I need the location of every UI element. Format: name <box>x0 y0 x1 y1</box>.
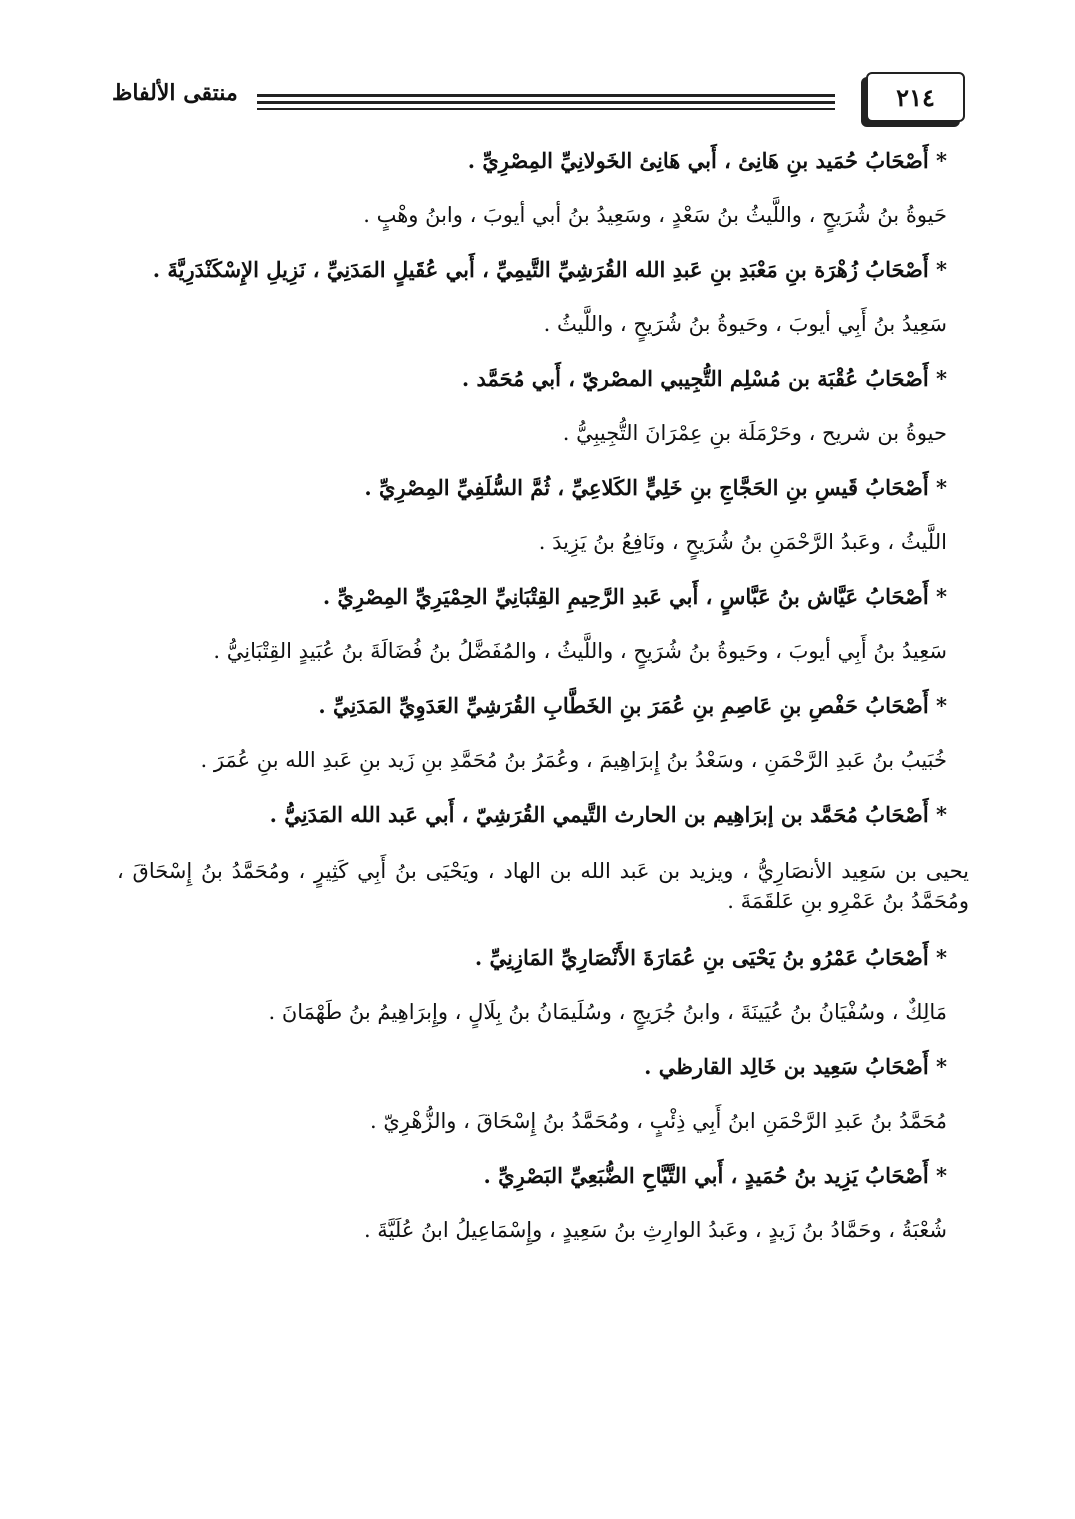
header-rule-thin <box>257 108 835 110</box>
entry-heading: * أَصْحَابُ زُهْرَة بنِ مَعْبَدِ بنِ عَبدِ الله القُرَشِيِّ التَّيمِيِّ ، أَبي عُقَيلٍ المَدَنِيِّ ، نَزِيلِ الإِسْكَنْدَرِيَّةَ . <box>152 257 947 282</box>
entry-names: يحيى بن سَعِيد الأنصَارِيُّ ، ويزيد بن عَبد الله بن الهاد ، ويَحْيَى بنُ أَبِي كَثِيرٍ ، ومُحَمَّدُ بنُ إِسْحَاقَ ، ومُحَمَّدُ بنُ عَمْرِو بنِ عَلقَمَةَ . <box>117 859 969 913</box>
entry-names: شُعْبَةُ ، وحَمَّادُ بنُ زَيدٍ ، وعَبدُ الوارِثِ بنُ سَعِيدٍ ، وإِسْمَاعِيلُ ابنُ عُلَيَّةَ . <box>363 1218 947 1242</box>
entry-heading: * أَصْحَابُ حَفْصِ بنِ عَاصِمِ بنِ عُمَرَ بنِ الخَطَّابِ القُرَشِيِّ العَدَوِيِّ المَدَنِيِّ . <box>318 693 947 718</box>
entry-names: سَعِيدُ بنُ أَبِي أيوبَ ، وحَيوةُ بنُ شُرَيحٍ ، واللَّيثُ ، والمُفَضَّلُ بنُ فُضَالَةَ بنُ عُبَيدٍ القِتْبَانِيُّ . <box>213 639 947 663</box>
entry-heading: * أَصْحَابُ حُمَيد بنِ هَانِئ ، أَبي هَانِئ الخَولانِيِّ المِصْرِيِّ . <box>467 148 947 173</box>
entry-names: سَعِيدُ بنُ أَبِي أيوبَ ، وحَيوةُ بنُ شُرَيحٍ ، واللَّيثُ . <box>543 312 947 336</box>
entry-heading: * أَصْحَابُ يَزِيد بنُ حُمَيدٍ ، أَبي التَّيَّاحِ الضُّبَعِيِّ البَصْرِيِّ . <box>483 1163 947 1188</box>
entry-heading: * أَصْحَابُ قَيسِ بنِ الحَجَّاجِ بنِ خَلِيٍّ الكَلاعِيِّ ، ثُمَّ السُّلَفِيِّ المِصْرِيِّ . <box>364 475 947 500</box>
entry-names: مَالِكٌ ، وسُفْيَانُ بنُ عُيَينَةَ ، وابنُ جُرَيجٍ ، وسُلَيمَانُ بنُ بِلَالٍ ، وإِبرَاهِيمُ بنُ طَهْمَانَ . <box>268 1000 947 1024</box>
entry-names: خُبَيبُ بنُ عَبدِ الرَّحْمَنِ ، وسَعْدُ بنُ إِبرَاهِيمَ ، وعُمَرُ بنُ مُحَمَّدِ بنِ زَيد بنِ عَبدِ الله بنِ عُمَرَ . <box>200 748 947 772</box>
page-header <box>112 72 965 132</box>
entry-heading: * أَصْحَابُ سَعِيد بن خَالِد القارظي . <box>644 1054 947 1079</box>
entry-heading: * أَصْحَابُ عَمْرُو بنُ يَحْيَى بنِ عُمَارَةَ الأَنْصَارِيِّ المَازِنِيِّ . <box>474 945 947 970</box>
entry-names: مُحَمَّدُ بنُ عَبدِ الرَّحْمَنِ ابنُ أَبِي ذِئْبٍ ، ومُحَمَّدُ بنُ إِسْحَاقَ ، والزُّهْرِيّ . <box>370 1109 947 1133</box>
entry-names: حَيوةُ بنُ شُرَيحٍ ، واللَّيثُ بنُ سَعْدٍ ، وسَعِيدُ بنُ أبي أيوبَ ، وابنُ وهْبٍ . <box>363 203 947 227</box>
entry-heading: * أَصْحَابُ عَيَّاش بنُ عَبَّاسٍ ، أَبي عَبدِ الرَّحِيمِ القِتْبَانِيِّ الحِمْيَرِيِّ المِصْرِيِّ . <box>322 584 947 609</box>
book-title: منتقى الألفاظ <box>112 80 238 106</box>
entry-names: حيوةُ بن شريح ، وحَرْمَلَة بنِ عِمْرَانَ التُّجِيبِيُّ . <box>562 421 947 445</box>
entry-names: اللَّيثُ ، وعَبدُ الرَّحْمَنِ بنُ شُرَيحٍ ، ونَافِعُ بنُ يَزِيدَ . <box>538 530 947 554</box>
entry-heading: * أَصْحَابُ مُحَمَّد بن إبرَاهِيم بن الحارث التَّيمي القُرَشِيّ ، أَبي عَبد الله المَدَنِيُّ . <box>269 802 947 827</box>
page-content <box>117 148 969 1272</box>
header-rule <box>257 94 835 104</box>
entry-heading: * أَصْحَابُ عُقْبَة بن مُسْلِم التُّجِيبي المصْريّ ، أَبي مُحَمَّد . <box>461 366 947 391</box>
page-number: ٢١٤ <box>866 72 965 122</box>
